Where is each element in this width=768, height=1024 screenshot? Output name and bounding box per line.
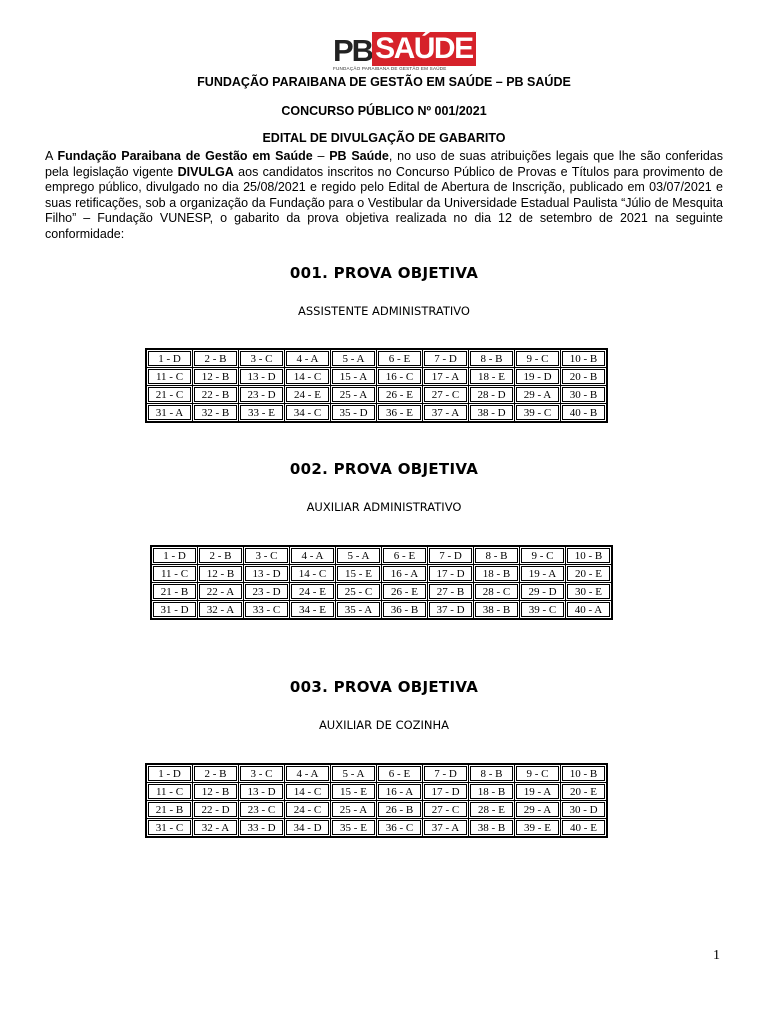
answer-cell: 9 - C [515,764,561,783]
answer-cell: 35 - E [331,819,377,838]
table-row [151,601,612,620]
table-row [146,764,607,783]
answer-cell: 8 - B [469,349,515,368]
answer-cell: 14 - C [285,368,331,386]
answer-cell: 28 - E [469,801,515,819]
answer-cell: 8 - B [474,546,520,565]
answer-cell: 27 - C [423,801,469,819]
answer-cell: 3 - C [239,349,285,368]
answer-cell: 13 - D [239,783,285,801]
answer-cell: 7 - D [428,546,474,565]
table-row [146,404,607,423]
answer-cell: 24 - E [285,386,331,404]
answer-cell: 30 - B [561,386,608,404]
answer-cell: 36 - E [377,404,423,423]
answer-cell: 2 - B [193,349,239,368]
section-role-003: AUXILIAR DE COZINHA [318,718,450,732]
page-number: 1 [713,948,720,963]
answer-cell: 6 - E [377,349,423,368]
answer-cell: 22 - A [198,583,244,601]
logo-subtitle: FUNDAÇÃO PARAIBANA DE GESTÃO EM SAÚDE [333,66,447,71]
answer-cell: 20 - B [561,368,608,386]
section-role-002: AUXILIAR ADMINISTRATIVO [306,500,462,514]
org-heading: FUNDAÇÃO PARAIBANA DE GESTÃO EM SAÚDE – PB SAÚDE [197,75,571,89]
answer-cell: 17 - A [423,368,469,386]
answer-cell: 11 - C [146,783,193,801]
answer-cell: 36 - C [377,819,423,838]
answer-cell: 19 - A [520,565,566,583]
answer-cell: 32 - A [198,601,244,620]
table-row [146,386,607,404]
answer-cell: 14 - C [290,565,336,583]
answer-cell: 27 - C [423,386,469,404]
answer-cell: 37 - A [423,819,469,838]
answer-cell: 6 - E [382,546,428,565]
answer-cell: 25 - A [331,386,377,404]
answer-cell: 38 - B [469,819,515,838]
table-row [146,819,607,838]
answer-cell: 15 - E [331,783,377,801]
answer-cell: 4 - A [285,764,331,783]
answer-cell: 40 - A [566,601,613,620]
answer-cell: 34 - E [290,601,336,620]
answer-cell: 14 - C [285,783,331,801]
answer-cell: 32 - A [193,819,239,838]
answer-cell: 3 - C [244,546,290,565]
answer-cell: 37 - A [423,404,469,423]
logo-red-box [372,32,476,66]
answer-cell: 22 - D [193,801,239,819]
answer-cell: 9 - C [520,546,566,565]
answer-cell: 18 - E [469,368,515,386]
answer-cell: 21 - C [146,386,193,404]
answer-cell: 21 - B [151,583,198,601]
answer-cell: 38 - D [469,404,515,423]
answer-table-001 [145,348,608,423]
answer-cell: 10 - B [566,546,613,565]
answer-cell: 26 - B [377,801,423,819]
answer-cell: 1 - D [151,546,198,565]
answer-cell: 5 - A [336,546,382,565]
answer-cell: 20 - E [566,565,613,583]
section-role-001: ASSISTENTE ADMINISTRATIVO [298,304,470,318]
answer-cell: 39 - E [515,819,561,838]
answer-cell: 40 - B [561,404,608,423]
answer-cell: 2 - B [193,764,239,783]
answer-cell: 22 - B [193,386,239,404]
pb-saude-logo [333,28,476,66]
answer-cell: 33 - C [244,601,290,620]
intro-paragraph: A Fundação Paraibana de Gestão em Saúde – PB Saúde, no uso de suas atribuições legais que lhe são conferidas pela legislação vigente DIVULGA aos candidatos inscritos no Concurso Público de Provas e Títulos para provimento de emprego público, divulgado no dia 25/08/2021 e regido pelo Edital de Abertura de Inscrição, publicado em 03/07/2021 e suas retificações, sob a organização da Fundação para o Vestibular da Universidade Estadual Paulista “Júlio de Mesquita Filho” – Fundação VUNESP, o gabarito da prova objetiva realizada no dia 12 de setembro de 2021 na seguinte conformidade: [45,149,723,241]
edital-heading: EDITAL DE DIVULGAÇÃO DE GABARITO [262,131,506,145]
section-title-002: 002. PROVA OBJETIVA [289,460,479,478]
table-row [151,565,612,583]
table-row [151,583,612,601]
answer-cell: 11 - C [146,368,193,386]
answer-cell: 35 - D [331,404,377,423]
table-row [146,368,607,386]
table-row [151,546,612,565]
answer-cell: 16 - C [377,368,423,386]
answer-cell: 10 - B [561,349,608,368]
table-row [146,801,607,819]
answer-cell: 23 - D [239,386,285,404]
answer-cell: 36 - B [382,601,428,620]
answer-cell: 32 - B [193,404,239,423]
answer-cell: 4 - A [290,546,336,565]
answer-cell: 26 - E [382,583,428,601]
answer-cell: 8 - B [469,764,515,783]
answer-cell: 13 - D [244,565,290,583]
answer-cell: 5 - A [331,349,377,368]
answer-cell: 4 - A [285,349,331,368]
answer-cell: 13 - D [239,368,285,386]
answer-cell: 19 - D [515,368,561,386]
answer-cell: 5 - A [331,764,377,783]
answer-cell: 37 - D [428,601,474,620]
answer-cell: 29 - A [515,801,561,819]
answer-cell: 26 - E [377,386,423,404]
answer-cell: 25 - A [331,801,377,819]
answer-table-003 [145,763,608,838]
answer-cell: 9 - C [515,349,561,368]
answer-cell: 34 - C [285,404,331,423]
answer-cell: 16 - A [377,783,423,801]
answer-cell: 27 - B [428,583,474,601]
answer-cell: 29 - D [520,583,566,601]
answer-cell: 10 - B [561,764,608,783]
answer-cell: 1 - D [146,349,193,368]
answer-cell: 33 - E [239,404,285,423]
answer-cell: 24 - C [285,801,331,819]
answer-cell: 30 - E [566,583,613,601]
answer-cell: 12 - B [198,565,244,583]
answer-cell: 17 - D [428,565,474,583]
answer-cell: 15 - A [331,368,377,386]
answer-cell: 30 - D [561,801,608,819]
answer-cell: 35 - A [336,601,382,620]
answer-cell: 31 - C [146,819,193,838]
logo-pb-text: PB [333,33,373,68]
answer-cell: 19 - A [515,783,561,801]
answer-cell: 18 - B [474,565,520,583]
answer-cell: 3 - C [239,764,285,783]
answer-cell: 33 - D [239,819,285,838]
answer-cell: 39 - C [515,404,561,423]
answer-cell: 23 - C [239,801,285,819]
answer-cell: 7 - D [423,764,469,783]
answer-cell: 34 - D [285,819,331,838]
contest-heading: CONCURSO PÚBLICO Nº 001/2021 [281,104,487,118]
answer-cell: 40 - E [561,819,608,838]
table-row [146,349,607,368]
answer-cell: 15 - E [336,565,382,583]
answer-cell: 31 - D [151,601,198,620]
answer-cell: 24 - E [290,583,336,601]
answer-cell: 39 - C [520,601,566,620]
answer-cell: 16 - A [382,565,428,583]
answer-cell: 2 - B [198,546,244,565]
answer-cell: 12 - B [193,368,239,386]
answer-cell: 7 - D [423,349,469,368]
answer-cell: 28 - D [469,386,515,404]
answer-cell: 12 - B [193,783,239,801]
answer-cell: 25 - C [336,583,382,601]
answer-cell: 6 - E [377,764,423,783]
answer-cell: 28 - C [474,583,520,601]
answer-table-002 [150,545,613,620]
answer-cell: 20 - E [561,783,608,801]
answer-cell: 17 - D [423,783,469,801]
answer-cell: 29 - A [515,386,561,404]
answer-cell: 31 - A [146,404,193,423]
answer-cell: 38 - B [474,601,520,620]
answer-cell: 1 - D [146,764,193,783]
answer-cell: 18 - B [469,783,515,801]
answer-cell: 21 - B [146,801,193,819]
answer-cell: 23 - D [244,583,290,601]
answer-cell: 11 - C [151,565,198,583]
section-title-003: 003. PROVA OBJETIVA [289,678,479,696]
section-title-001: 001. PROVA OBJETIVA [289,264,479,282]
table-row [146,783,607,801]
logo-saude-text: SAÚDE [375,32,473,65]
